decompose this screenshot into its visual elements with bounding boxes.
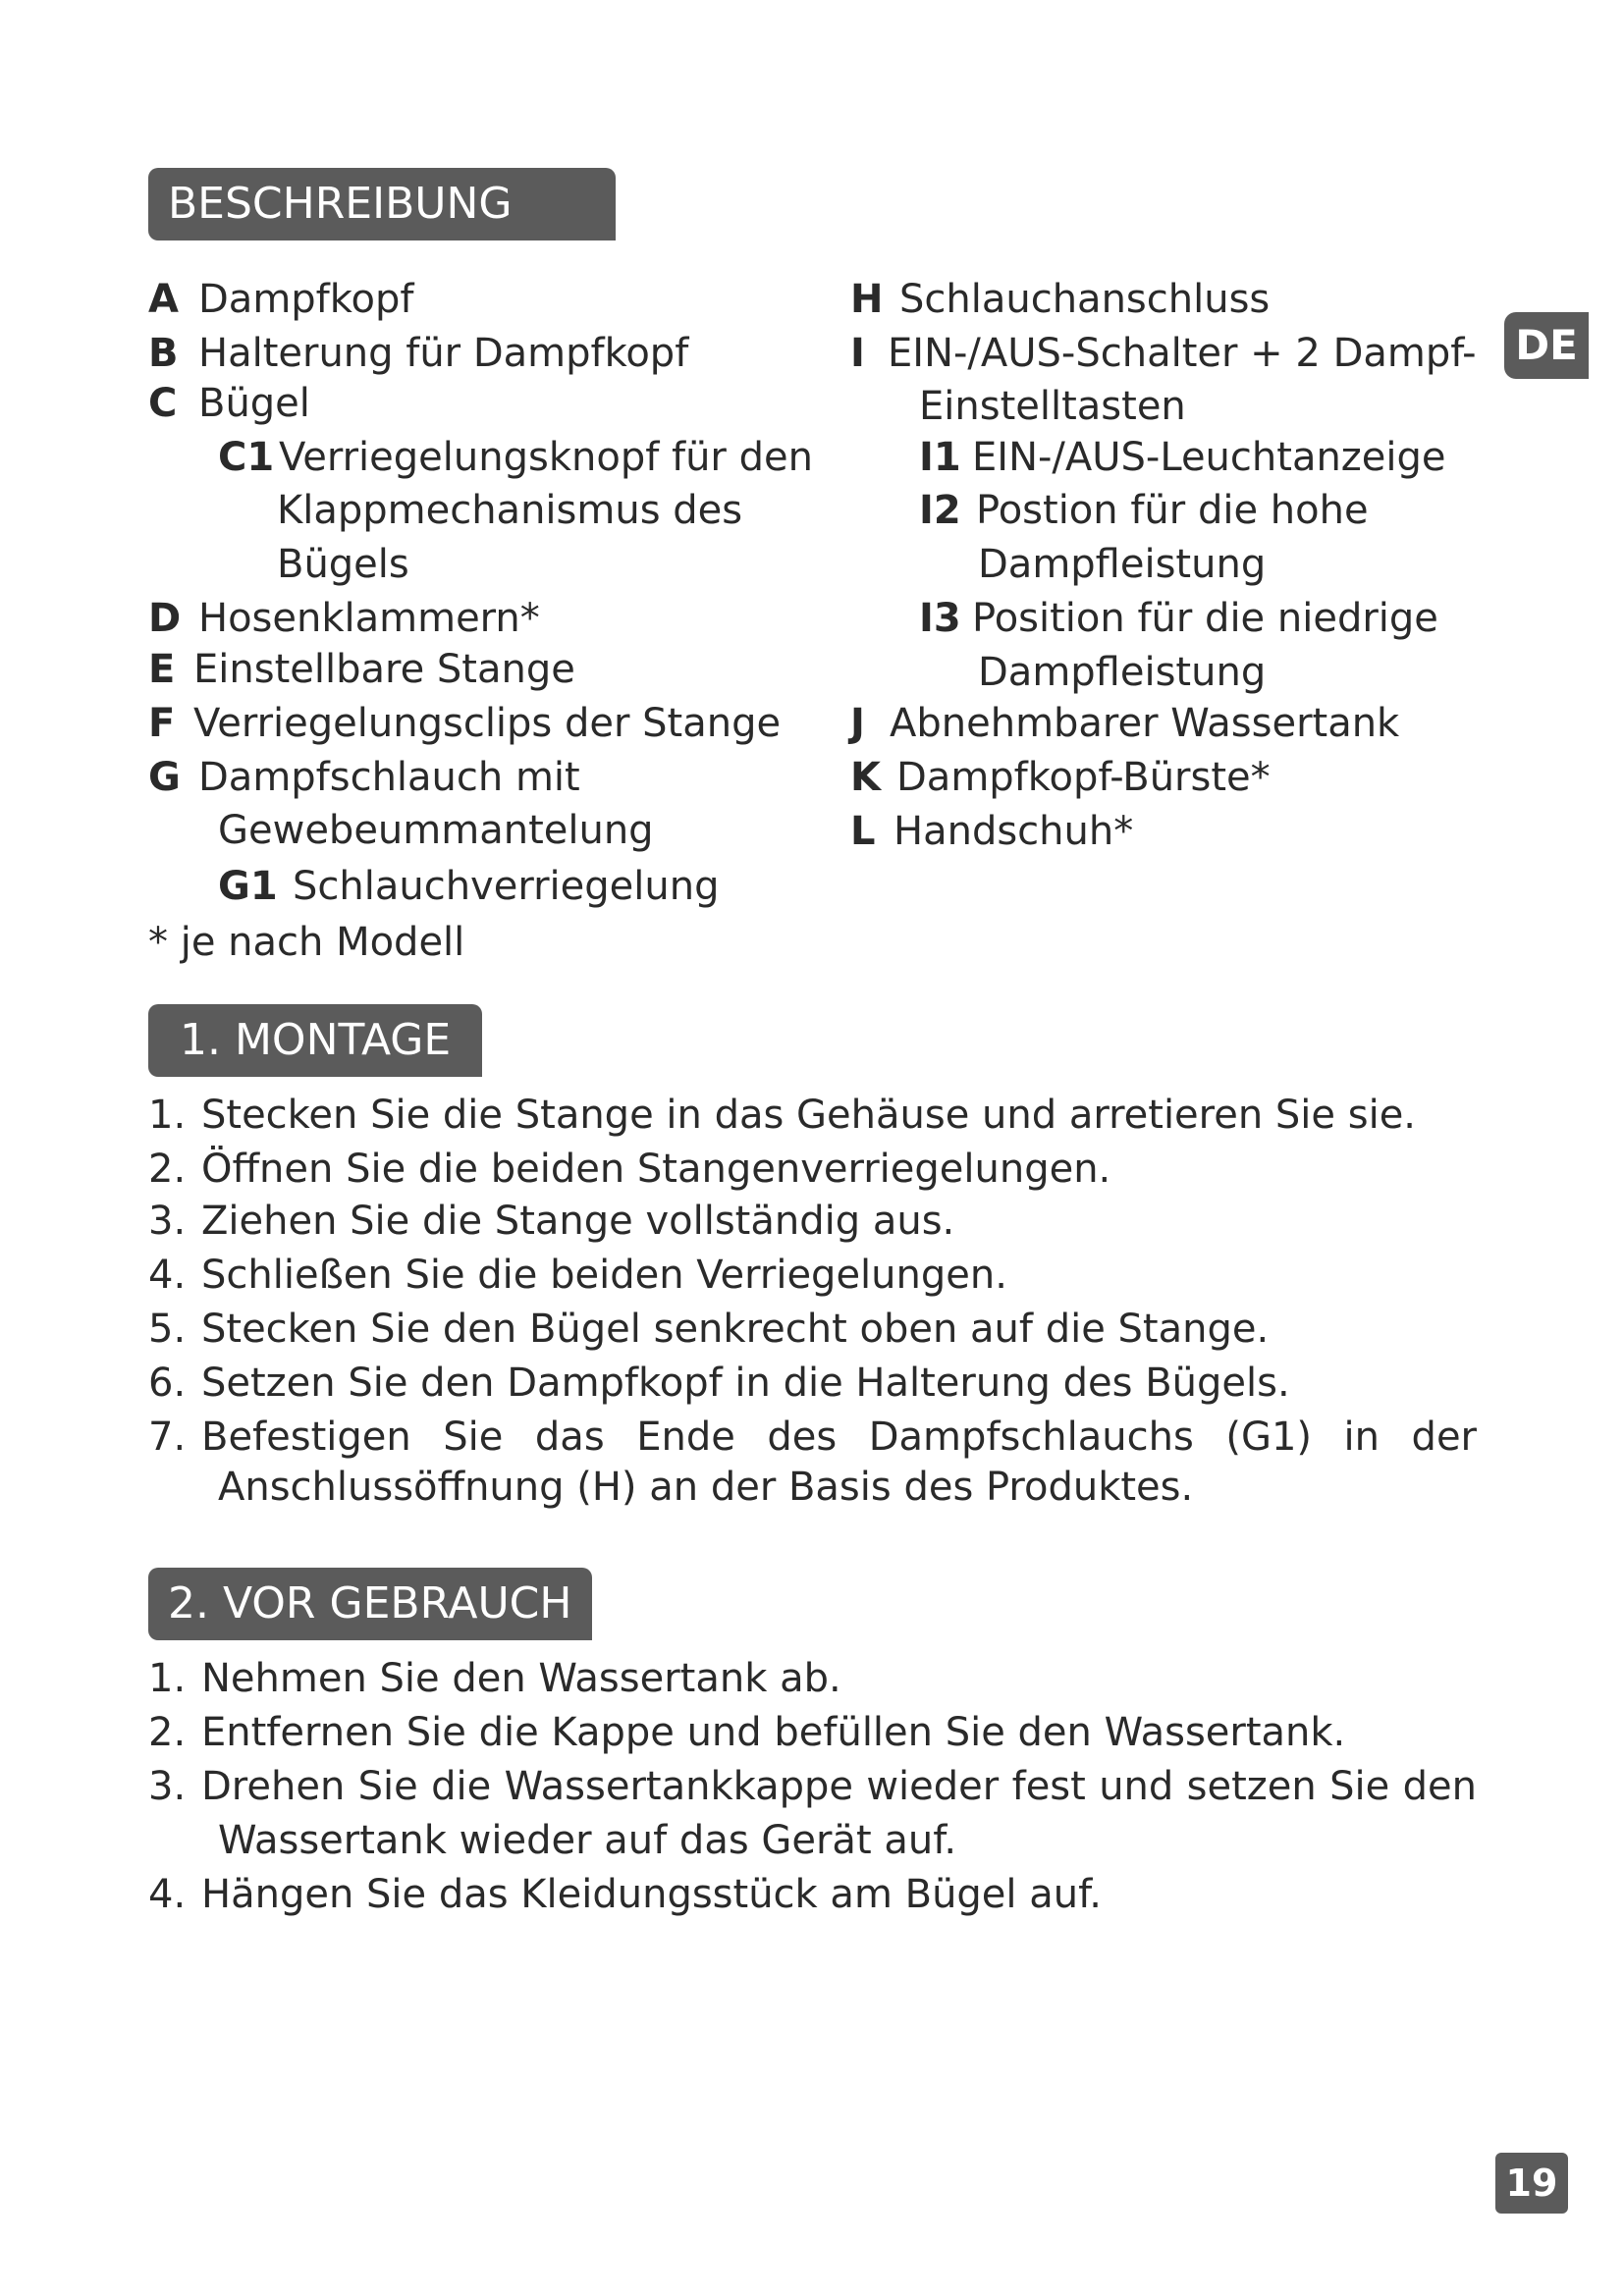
list-item <box>850 274 1270 325</box>
item-text: Postion für die hohe <box>976 488 1369 533</box>
item-letter: E <box>148 647 176 692</box>
step-number: 4. <box>148 1872 187 1917</box>
item-text: EIN-/AUS-Schalter + 2 Dampf- <box>888 331 1477 376</box>
step-number: 3. <box>148 1764 187 1809</box>
section-heading-before-use: 2. VOR GEBRAUCH <box>148 1568 592 1640</box>
list-item <box>148 1869 1102 1920</box>
language-tab: DE <box>1504 312 1589 379</box>
list-item <box>148 1250 1007 1301</box>
step-number: 2. <box>148 1710 187 1755</box>
step-number: 4. <box>148 1253 187 1298</box>
item-text: Schlauchverriegelung <box>293 864 720 909</box>
step-text: Hängen Sie das Kleidungsstück am Bügel auf. <box>201 1872 1102 1917</box>
item-text: Dampfschlauch mit <box>198 755 580 800</box>
list-item <box>919 432 1446 483</box>
item-letter: K <box>850 755 881 800</box>
item-letter: G1 <box>218 864 278 909</box>
list-item <box>850 328 1477 379</box>
list-item <box>148 1144 1110 1195</box>
list-item <box>148 1653 841 1704</box>
list-item <box>148 1196 954 1247</box>
list-item <box>148 1707 1345 1758</box>
list-item-continuation: Dampfleistung <box>978 650 1267 695</box>
step-text: Schließen Sie die beiden Verriegelungen. <box>201 1253 1007 1298</box>
item-letter: I3 <box>919 596 961 641</box>
item-text: Position für die niedrige <box>972 596 1438 641</box>
step-number: 3. <box>148 1199 187 1244</box>
list-item <box>148 1304 1269 1355</box>
list-item <box>148 593 540 644</box>
item-text: Schlauchanschluss <box>899 277 1271 322</box>
step-number: 7. <box>148 1415 187 1460</box>
list-item-continuation: Dampfleistung <box>978 542 1267 587</box>
item-text: Abnehmbarer Wassertank <box>890 701 1400 746</box>
step-number: 5. <box>148 1307 187 1352</box>
item-letter: C1 <box>218 435 275 480</box>
step-text: Öffnen Sie die beiden Stangenverriegelungen. <box>201 1147 1111 1192</box>
list-item <box>919 593 1438 644</box>
list-item-continuation: Gewebeummantelung <box>218 808 654 853</box>
item-text: Halterung für Dampfkopf <box>198 331 689 376</box>
step-number: 1. <box>148 1093 187 1138</box>
list-item <box>218 432 813 483</box>
list-item <box>148 1090 1416 1141</box>
list-item <box>148 698 781 749</box>
item-letter: H <box>850 277 884 322</box>
step-text: Stecken Sie den Bügel senkrecht oben auf die Stange. <box>201 1307 1270 1352</box>
list-item <box>148 274 413 325</box>
item-text: Dampfkopf <box>198 277 414 322</box>
item-text: Verriegelungsclips der Stange <box>193 701 782 746</box>
step-text: Stecken Sie die Stange in das Gehäuse und arretieren Sie sie. <box>201 1093 1417 1138</box>
step-number: 6. <box>148 1361 187 1406</box>
page-number: 19 <box>1495 2153 1568 2214</box>
step-number: 2. <box>148 1147 187 1192</box>
item-letter: G <box>148 755 181 800</box>
list-item <box>148 1761 1477 1812</box>
step-text: Ziehen Sie die Stange vollständig aus. <box>201 1199 955 1244</box>
item-text: Hosenklammern* <box>198 596 540 641</box>
list-item <box>850 752 1271 803</box>
item-letter: F <box>148 701 176 746</box>
section-heading-description: BESCHREIBUNG <box>148 168 616 240</box>
list-item-continuation: Wassertank wieder auf das Gerät auf. <box>218 1818 957 1863</box>
list-item <box>919 485 1369 536</box>
list-item <box>148 644 575 695</box>
item-text: Bügel <box>198 381 310 426</box>
item-text: Verriegelungsknopf für den <box>279 435 813 480</box>
item-letter: L <box>850 809 876 854</box>
step-text: Nehmen Sie den Wassertank ab. <box>201 1656 841 1701</box>
list-item-continuation: Einstelltasten <box>919 384 1186 429</box>
footnote: * je nach Modell <box>148 920 465 965</box>
step-text: Entfernen Sie die Kappe und befüllen Sie den Wassertank. <box>201 1710 1346 1755</box>
list-item <box>218 861 719 912</box>
step-text: Setzen Sie den Dampfkopf in die Halterung des Bügels. <box>201 1361 1290 1406</box>
step-text: Drehen Sie die Wassertankkappe wieder fest und setzen Sie den <box>201 1764 1477 1809</box>
item-text: Dampfkopf-Bürste* <box>896 755 1271 800</box>
list-item <box>148 1412 1477 1463</box>
item-text: Handschuh* <box>893 809 1134 854</box>
item-letter: I1 <box>919 435 961 480</box>
list-item-continuation: Anschlussöffnung (H) an der Basis des Produktes. <box>218 1465 1194 1510</box>
item-letter: A <box>148 277 179 322</box>
section-heading-montage: 1. MONTAGE <box>148 1004 482 1077</box>
step-number: 1. <box>148 1656 187 1701</box>
list-item <box>148 378 310 429</box>
item-letter: J <box>850 701 865 746</box>
item-letter: C <box>148 381 178 426</box>
item-letter: I <box>850 331 865 376</box>
item-letter: I2 <box>919 488 961 533</box>
step-text: Befestigen Sie das Ende des Dampfschlauchs (G1) in der <box>201 1415 1477 1460</box>
item-text: Einstellbare Stange <box>193 647 575 692</box>
list-item <box>148 328 688 379</box>
item-letter: D <box>148 596 182 641</box>
list-item <box>850 698 1399 749</box>
list-item-continuation: Klappmechanismus des <box>277 488 743 533</box>
list-item <box>148 1358 1290 1409</box>
list-item-continuation: Bügels <box>277 542 409 587</box>
item-text: EIN-/AUS-Leuchtanzeige <box>972 435 1446 480</box>
list-item <box>148 752 580 803</box>
list-item <box>850 806 1133 857</box>
item-letter: B <box>148 331 179 376</box>
